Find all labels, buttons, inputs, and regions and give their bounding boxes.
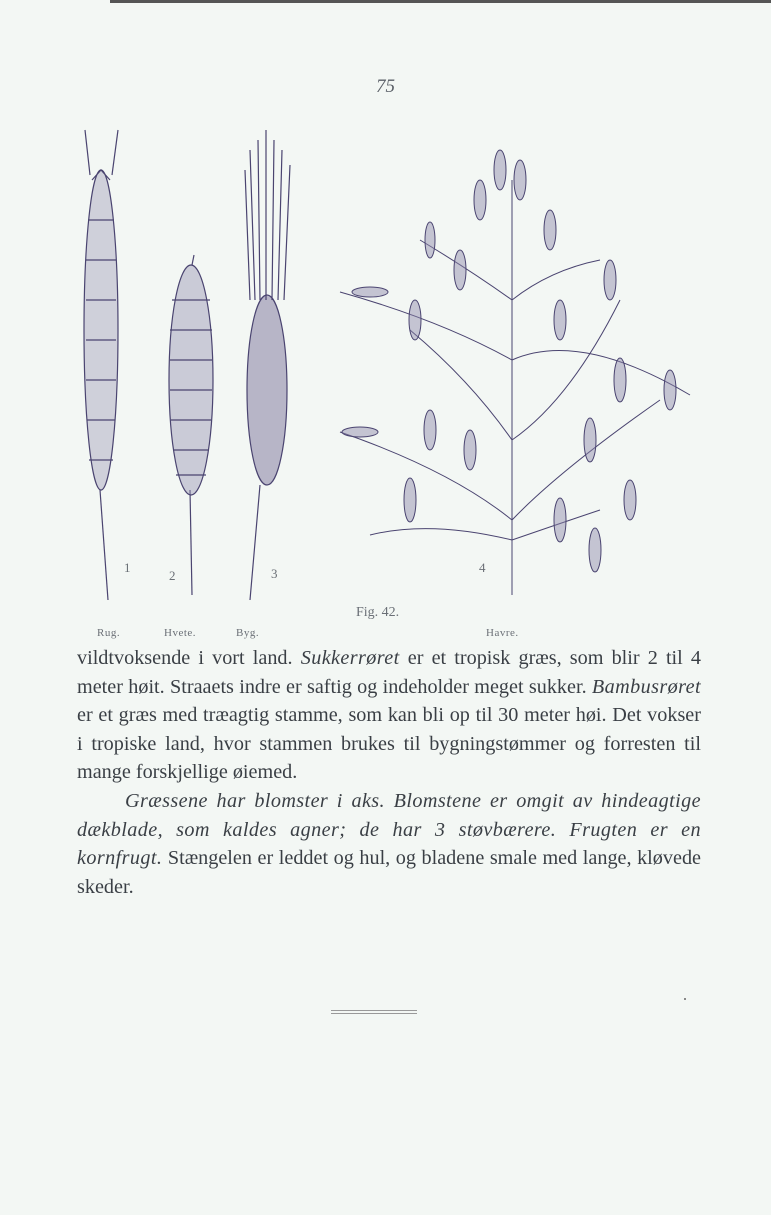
oat-panicle-illustration xyxy=(340,150,690,595)
barley-ear-illustration xyxy=(245,130,290,600)
top-rule xyxy=(110,0,771,3)
bottom-rule xyxy=(331,1010,417,1014)
text-run: er et tropisk græs, som blir 2 til 4 meter høit. Straaets indre er saftig og indeholder meget sukker. xyxy=(77,647,701,698)
caption-oat: Havre. xyxy=(486,627,519,639)
wheat-ear-illustration xyxy=(169,255,213,595)
figure-number-4: 4 xyxy=(479,560,486,575)
term-sukkerroret: Sukkerrøret xyxy=(300,647,400,669)
text-run: Stængelen er leddet og hul, og bladene smale med lange, kløvede skeder. xyxy=(77,847,701,898)
text-run: vildtvoksende i vort land. xyxy=(77,647,301,669)
body-text xyxy=(77,644,701,901)
figure-number-3: 3 xyxy=(271,566,278,581)
caption-barley: Byg. xyxy=(236,627,260,639)
figure-number-1: 1 xyxy=(124,560,131,575)
paragraph-2 xyxy=(77,787,701,901)
italic-summary: Græssene har blomster i aks. Blomstene er omgit av hindeagtige dækblade, som kaldes agner; de har 3 støvbærere. Frugten er en kornfrugt. xyxy=(77,789,701,870)
stray-dot xyxy=(684,998,686,1000)
rye-ear-illustration xyxy=(84,130,118,600)
caption-wheat: Hvete. xyxy=(164,627,197,639)
caption-rye: Rug. xyxy=(97,627,121,639)
paragraph-1 xyxy=(77,644,701,787)
figure-number-2: 2 xyxy=(169,568,176,583)
page-number: 75 xyxy=(376,76,395,97)
term-bambusroret: Bambusrøret xyxy=(591,675,701,698)
figure-label: Fig. 42. xyxy=(356,605,400,620)
grain-illustrations xyxy=(0,120,771,620)
text-run: er et græs med træagtig stamme, som kan bli op til 30 meter høi. Det vokser i tropiske land, hvor stammen brukes til bygningstømmer og forresten til mange forskjellige øiemed. xyxy=(77,704,701,784)
